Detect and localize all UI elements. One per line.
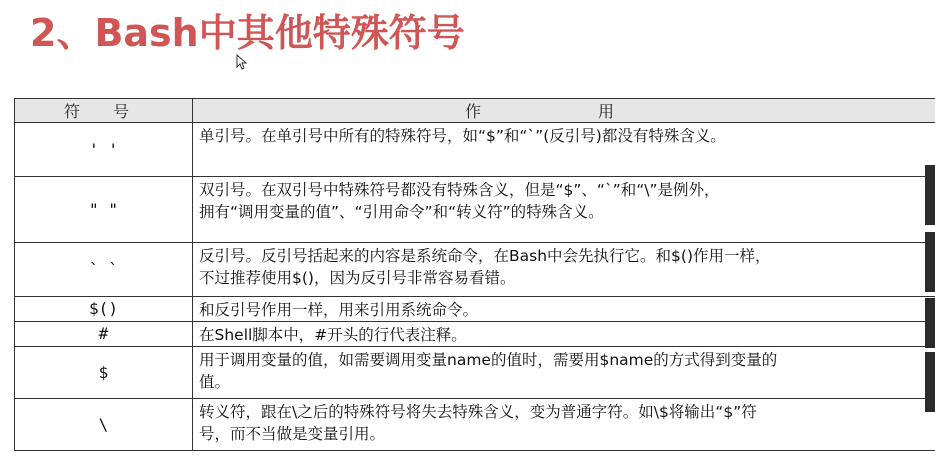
symbol-cell: $()	[15, 297, 193, 322]
symbol-cell: ' '	[15, 123, 193, 177]
symbol-cell: #	[15, 322, 193, 347]
special-symbols-table	[14, 98, 935, 451]
description-cell: 转义符，跟在\之后的特殊符号将失去特殊含义，变为普通字符。如\$将输出“$”符 号，而不当做是变量引用。	[193, 399, 935, 451]
table-row	[15, 322, 935, 347]
table-row	[15, 399, 935, 451]
symbol-cell: " "	[15, 177, 193, 243]
header-purpose: 作 用	[193, 99, 935, 123]
edge-bar	[925, 165, 935, 225]
table-row	[15, 297, 935, 322]
table-row	[15, 123, 935, 177]
table-row	[15, 177, 935, 243]
table-row	[15, 243, 935, 297]
header-symbol: 符 号	[15, 99, 193, 123]
symbol-cell: ` `	[15, 243, 193, 297]
mouse-pointer-icon	[236, 54, 248, 70]
edge-bar	[925, 352, 935, 412]
description-cell: 单引号。在单引号中所有的特殊符号，如“$”和“`”(反引号)都没有特殊含义。	[193, 123, 935, 177]
table-header-row	[15, 99, 935, 123]
table-row	[15, 347, 935, 399]
page-title: 2、Bash中其他特殊符号	[30, 11, 465, 55]
description-cell: 用于调用变量的值，如需要调用变量name的值时，需要用$name的方式得到变量的 值。	[193, 347, 935, 399]
description-cell: 双引号。在双引号中特殊符号都没有特殊含义，但是“$”、“`”和“\”是例外， 拥有“调用变量的值”、“引用命令”和“转义符”的特殊含义。	[193, 177, 935, 243]
symbol-cell: \	[15, 399, 193, 451]
symbol-cell: $	[15, 347, 193, 399]
description-cell: 和反引号作用一样，用来引用系统命令。	[193, 297, 935, 322]
description-cell: 在Shell脚本中，#开头的行代表注释。	[193, 322, 935, 347]
edge-bar	[925, 232, 935, 292]
edge-bar	[925, 298, 935, 348]
description-cell: 反引号。反引号括起来的内容是系统命令，在Bash中会先执行它。和$()作用一样， 不过推荐使用$()，因为反引号非常容易看错。	[193, 243, 935, 297]
